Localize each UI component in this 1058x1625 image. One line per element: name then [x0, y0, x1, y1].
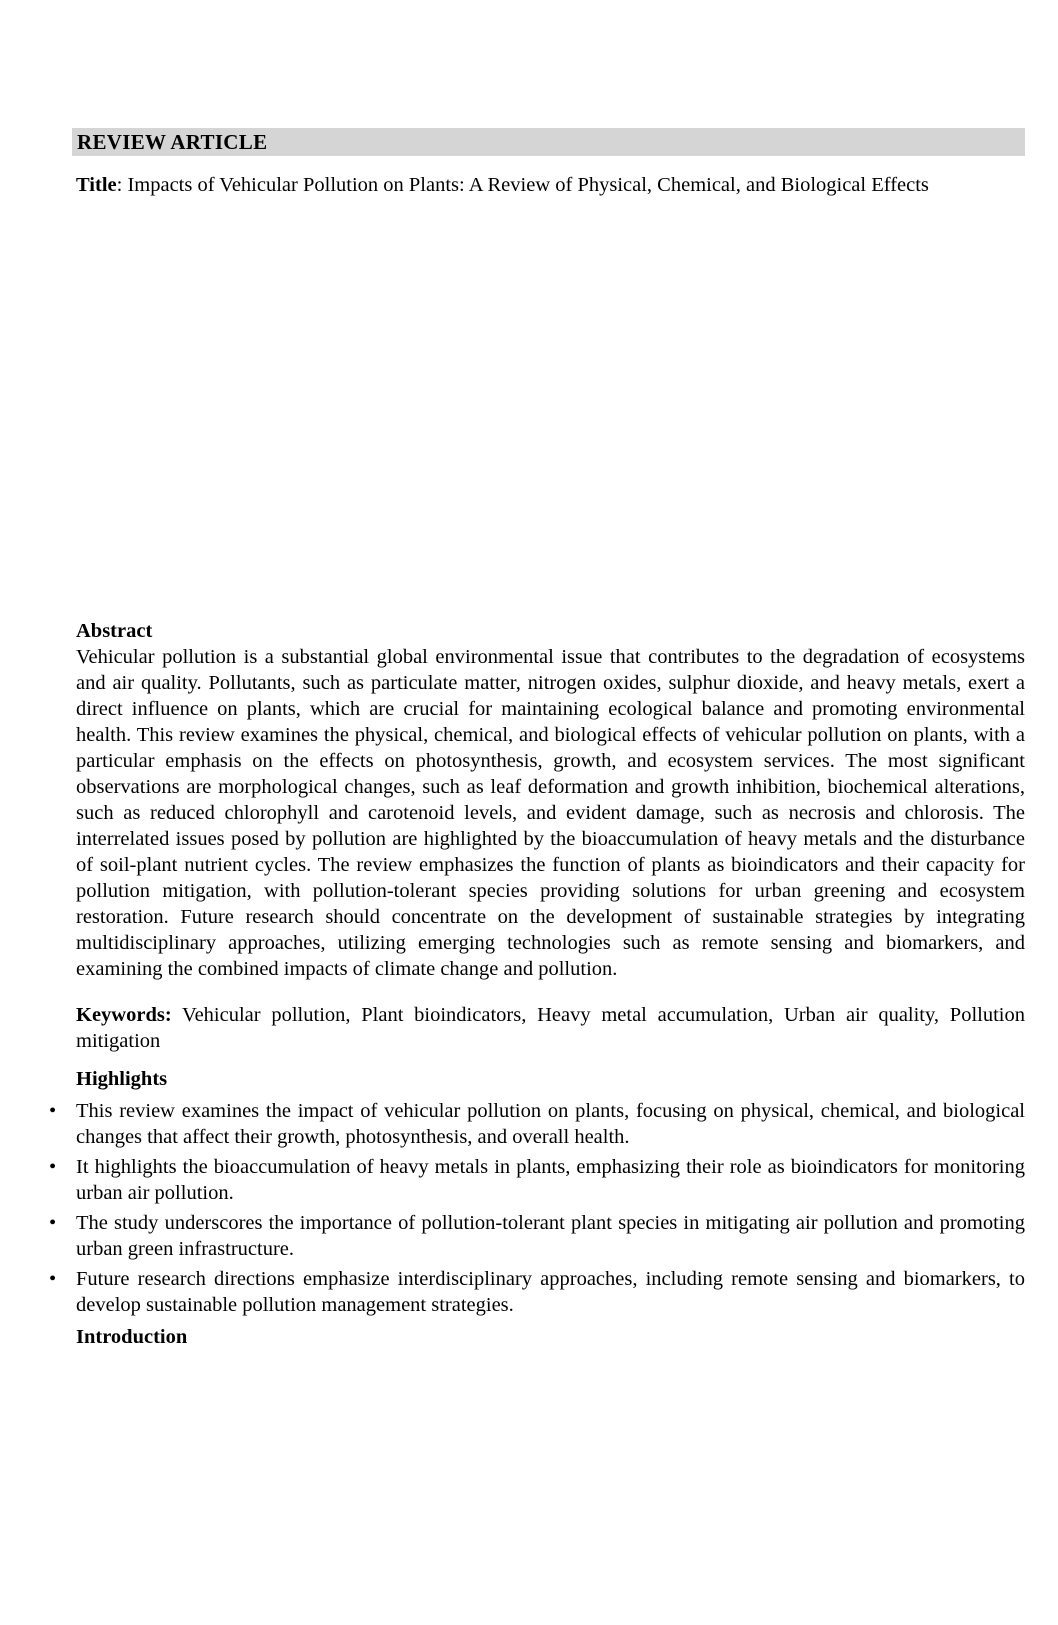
bullet-icon: •: [49, 1100, 57, 1122]
review-article-banner: REVIEW ARTICLE: [72, 128, 1025, 156]
highlights-list: [49, 1098, 1025, 1318]
introduction-heading: Introduction: [76, 1326, 188, 1348]
keywords-paragraph: [76, 1002, 1025, 1054]
blank-author-block: [76, 198, 1025, 618]
abstract-paragraph: Vehicular pollution is a substantial global environmental issue that contributes to the degradation of ecosystems and air quality. Pollutants, such as particulate matter, nitrogen oxides, sulphur dioxide, and heavy metals, exert a direct influence on plants, which are crucial for maintaining ecological balance and promoting environmental health. This review examines the physical, chemical, and biological effects of vehicular pollution on plants, with a particular emphasis on the effects on photosynthesis, growth, and ecosystem services. The most significant observations are morphological changes, such as leaf deformation and growth inhibition, biochemical alterations, such as reduced chlorophyll and carotenoid levels, and evident damage, such as necrosis and chlorosis. The interrelated issues posed by pollution are highlighted by the bioaccumulation of heavy metals and the disturbance of soil-plant nutrient cycles. The review emphasizes the function of plants as bioindicators and their capacity for pollution mitigation, with pollution-tolerant species providing solutions for urban greening and ecosystem restoration. Future research should concentrate on the development of sustainable strategies by integrating multidisciplinary approaches, utilizing emerging technologies such as remote sensing and biomarkers, and examining the combined impacts of climate change and pollution.: [76, 646, 1025, 980]
keywords-text: Vehicular pollution, Plant bioindicators, Heavy metal accumulation, Urban air quality, Pollution mitigation: [76, 1004, 1025, 1052]
highlight-item: [49, 1210, 1025, 1262]
article-title-text: : Impacts of Vehicular Pollution on Plants: A Review of Physical, Chemical, and Biological Effects: [116, 174, 929, 196]
title-label: Title: [76, 174, 117, 196]
keywords-label: Keywords:: [76, 1004, 172, 1026]
highlight-item-text: The study underscores the importance of pollution-tolerant plant species in mitigating air pollution and promoting urban green infrastructure.: [76, 1212, 1025, 1260]
highlight-item-text: It highlights the bioaccumulation of heavy metals in plants, emphasizing their role as bioindicators for monitoring urban air pollution.: [76, 1156, 1025, 1204]
highlight-item: [49, 1098, 1025, 1150]
highlight-item: [49, 1154, 1025, 1206]
manuscript-page: [0, 128, 1058, 1625]
bullet-icon: •: [49, 1268, 57, 1290]
bullet-icon: •: [49, 1156, 57, 1178]
bullet-icon: •: [49, 1212, 57, 1234]
highlight-item-text: Future research directions emphasize interdisciplinary approaches, including remote sensing and biomarkers, to develop sustainable pollution management strategies.: [76, 1268, 1025, 1316]
highlights-heading: Highlights: [76, 1068, 168, 1090]
highlight-item-text: This review examines the impact of vehicular pollution on plants, focusing on physical, chemical, and biological changes that affect their growth, photosynthesis, and overall health.: [76, 1100, 1025, 1148]
highlight-item: [49, 1266, 1025, 1318]
abstract-heading: Abstract: [76, 620, 153, 642]
article-title-line: [76, 172, 1025, 198]
